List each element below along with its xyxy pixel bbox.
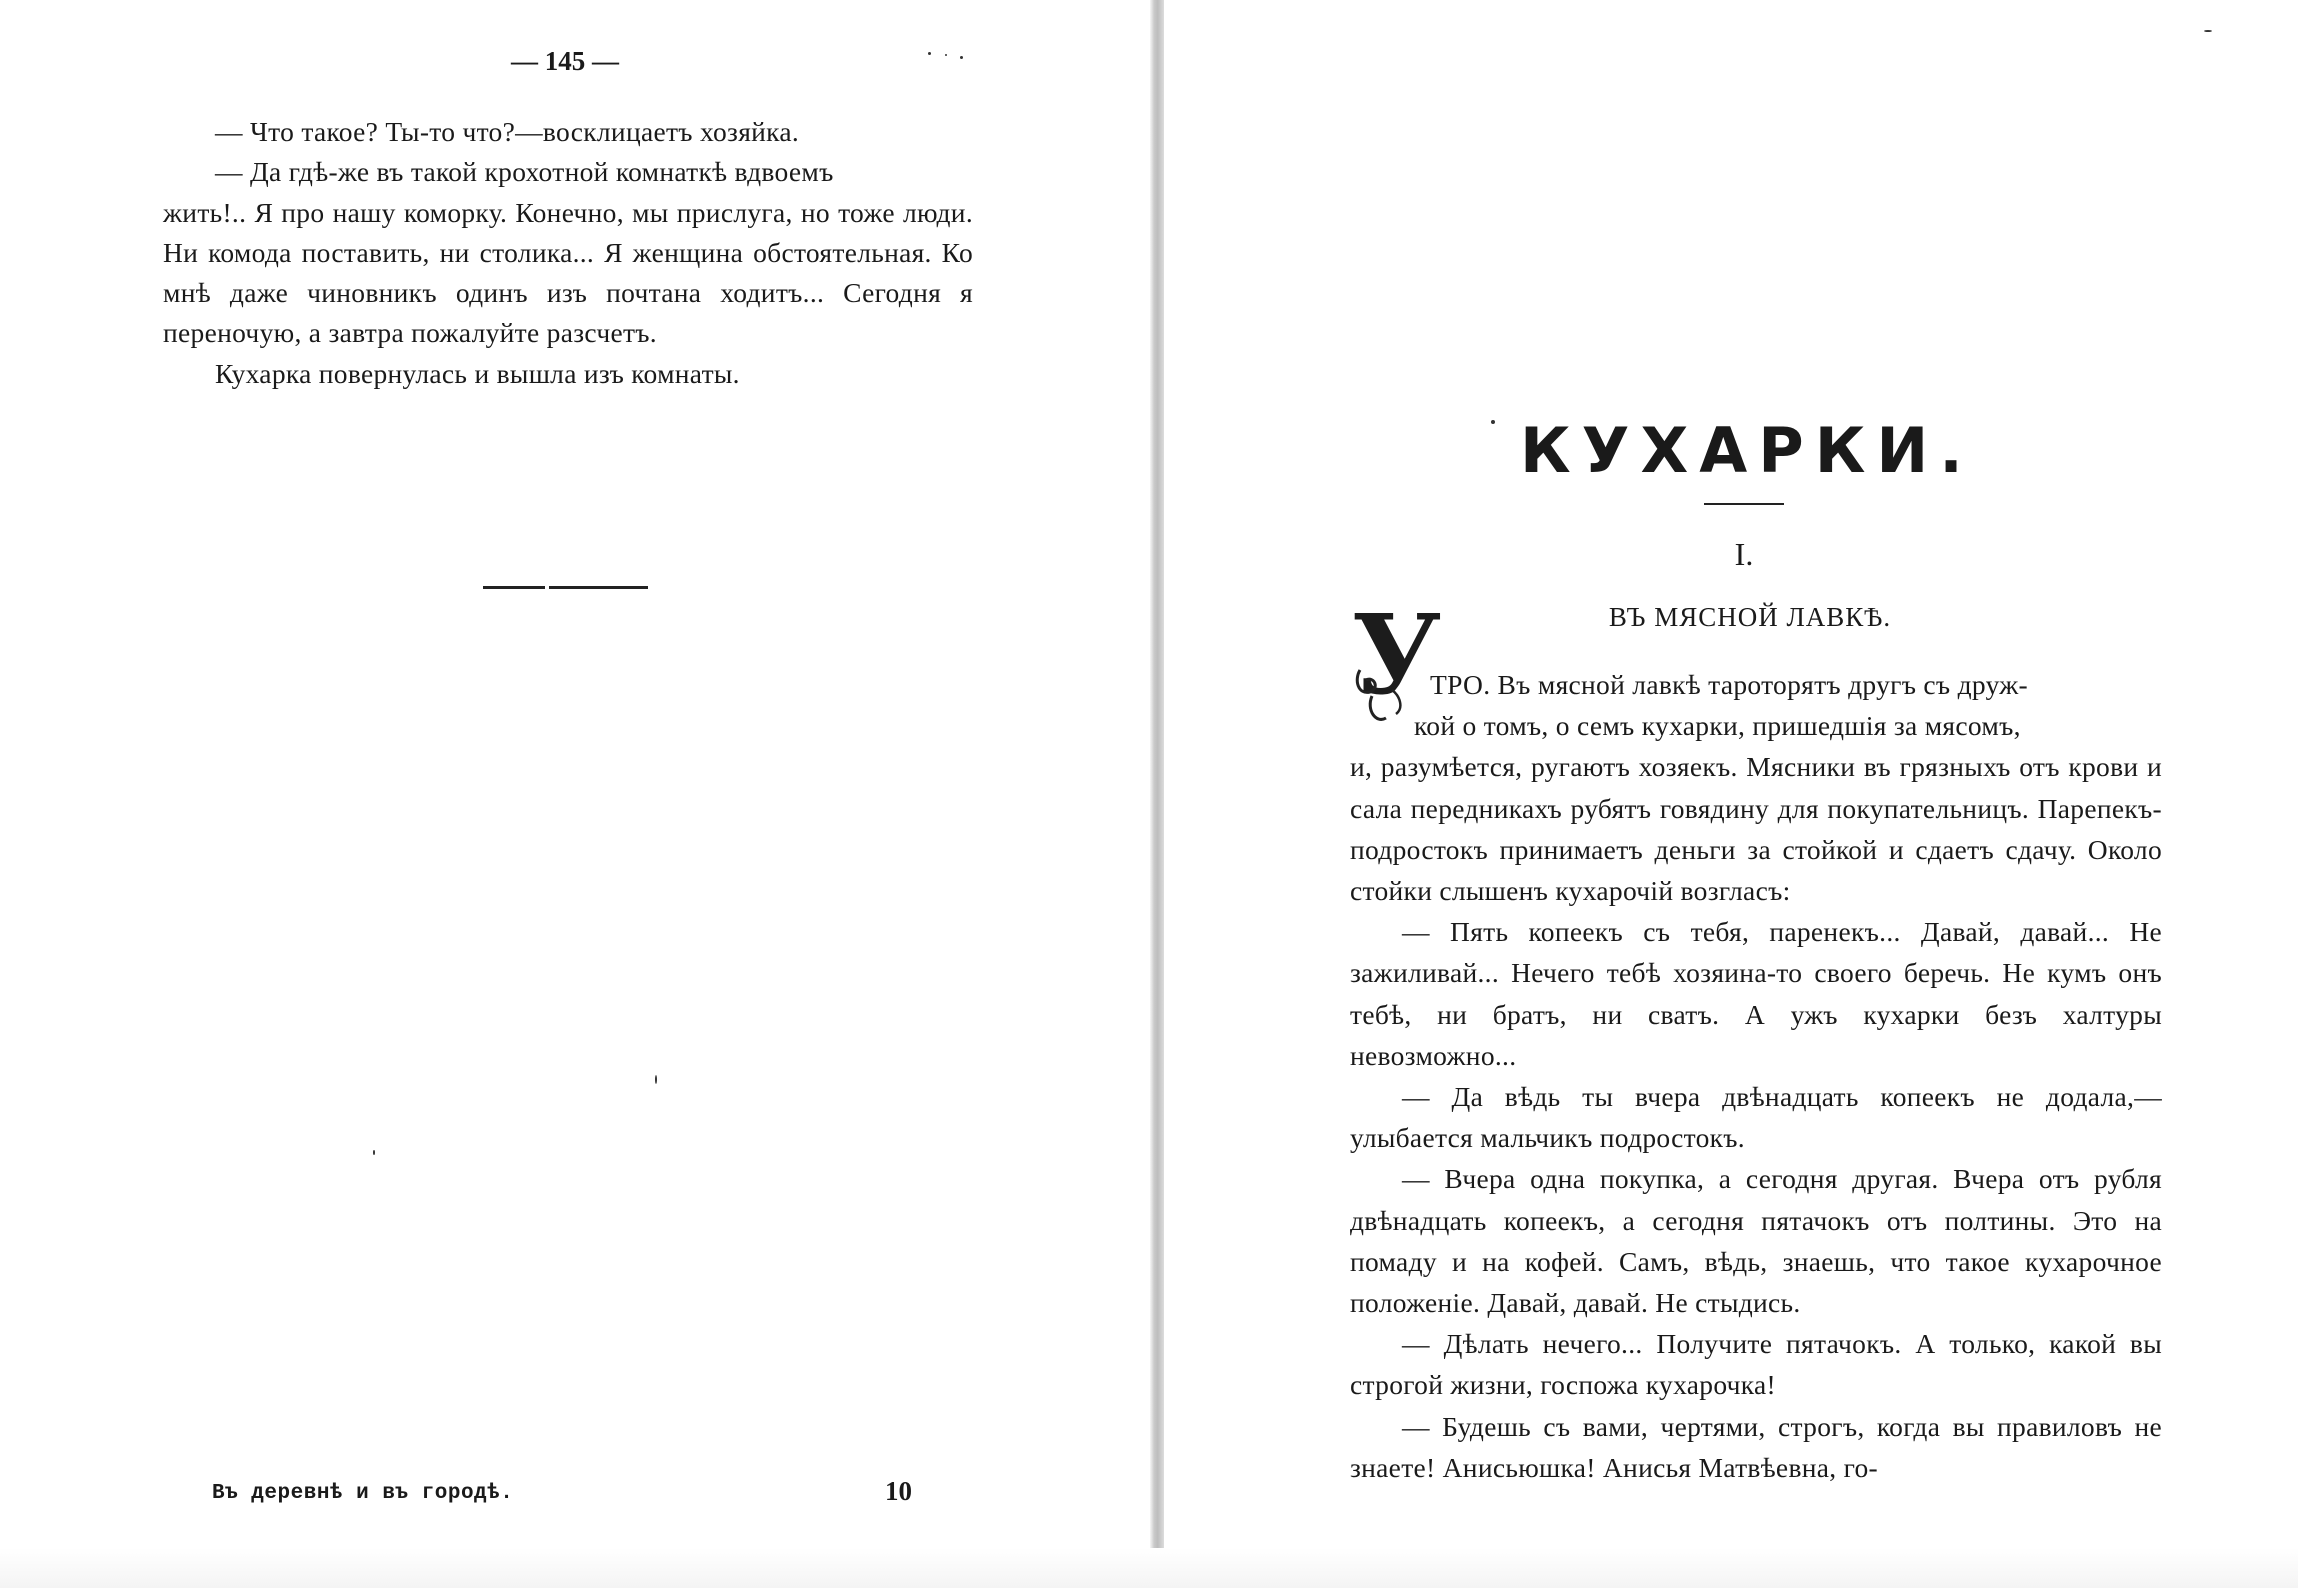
print-speck	[373, 1150, 375, 1155]
print-speck	[1491, 420, 1495, 424]
print-speck	[928, 52, 931, 55]
title-rule	[1704, 503, 1784, 505]
paragraph: — Что такое? Ты-то что?—восклицаетъ хозяйка.	[215, 116, 800, 147]
right-page-body	[1350, 664, 2162, 1488]
paragraph: жить!.. Я про нашу коморку. Конечно, мы прислуга, но тоже люди. Ни комода поставить, ни столика... Я женщина обстоятельная. Ко мнѣ даже чиновникъ одинъ изъ почтана ходитъ... Сегодня я переночую, а завтра пожалуйте разсчетъ.	[163, 196, 973, 349]
opening-continuation: и, разумѣется, ругаютъ хозяекъ. Мясники въ грязныхъ отъ крови и сала передникахъ рубятъ говядину для покупательницъ. Парепекъ-подростокъ принимаетъ деньги за стойкой и сдаетъ сдачу. Около стойки слышенъ кухарочій возгласъ:	[1350, 751, 2162, 907]
paragraph: — Да гдѣ-же въ такой крохотной комнаткѣ вдвоемъ	[215, 156, 834, 188]
signature-mark: 10	[885, 1476, 912, 1506]
footer-book-title: Въ деревнѣ и въ городѣ.	[212, 1482, 514, 1505]
opening-line-2: кой о томъ, о семъ кухарки, пришедшія за мясомъ,	[1414, 710, 2021, 742]
paragraph: — Будешь съ вами, чертями, строгъ, когда вы правиловъ не знаете! Анисьюшка! Анисья Матвѣевна, го-	[1350, 1410, 2162, 1483]
drop-cap-letter: У	[1352, 590, 1442, 719]
print-speck	[2204, 30, 2212, 32]
paragraph: — Пять копеекъ съ тебя, паренекъ... Давай, давай... Не зажиливай... Нечего тебѣ хозяина-то своего беречь. Не кумъ онъ тебѣ, ни братъ, ни сватъ. А ужъ кухарки безъ халтуры невозможно...	[1350, 916, 2162, 1071]
book-gutter	[1150, 0, 1164, 1588]
opening-paragraph	[1350, 664, 2162, 911]
chapter-title: КУХАРКИ.	[1520, 414, 1974, 487]
print-speck	[655, 1075, 657, 1084]
paragraph: — Дѣлать нечего... Получите пятачокъ. А только, какой вы строгой жизни, госпожа кухарочка!	[1350, 1328, 2162, 1401]
left-page-body	[163, 112, 973, 394]
opening-line-1: ТРО. Въ мясной лавкѣ тароторятъ другъ съ друж-	[1430, 669, 2029, 700]
print-speck	[960, 56, 963, 59]
page-number: — 145 —	[511, 46, 619, 76]
paragraph: — Вчера одна покупка, а сегодня другая. Вчера отъ рубля двѣнадцать копеекъ, а сегодня пятачокъ отъ полтины. Это на помаду и на кофей. Самъ, вѣдь, знаешь, что такое кухарочное положеніе. Давай, давай. Не стыдись.	[1350, 1163, 2162, 1319]
page-bottom-shade	[0, 1548, 2298, 1588]
section-title: ВЪ МЯСНОЙ ЛАВКѢ.	[1608, 602, 1892, 632]
section-number: I.	[1734, 536, 1754, 572]
print-speck	[945, 54, 947, 56]
paragraph: Кухарка повернулась и вышла изъ комнаты.	[215, 357, 740, 389]
section-end-rule	[483, 586, 648, 590]
paragraph: — Да вѣдь ты вчера двѣнадцать копеекъ не додала,—улыбается мальчикъ подростокъ.	[1350, 1081, 2162, 1154]
